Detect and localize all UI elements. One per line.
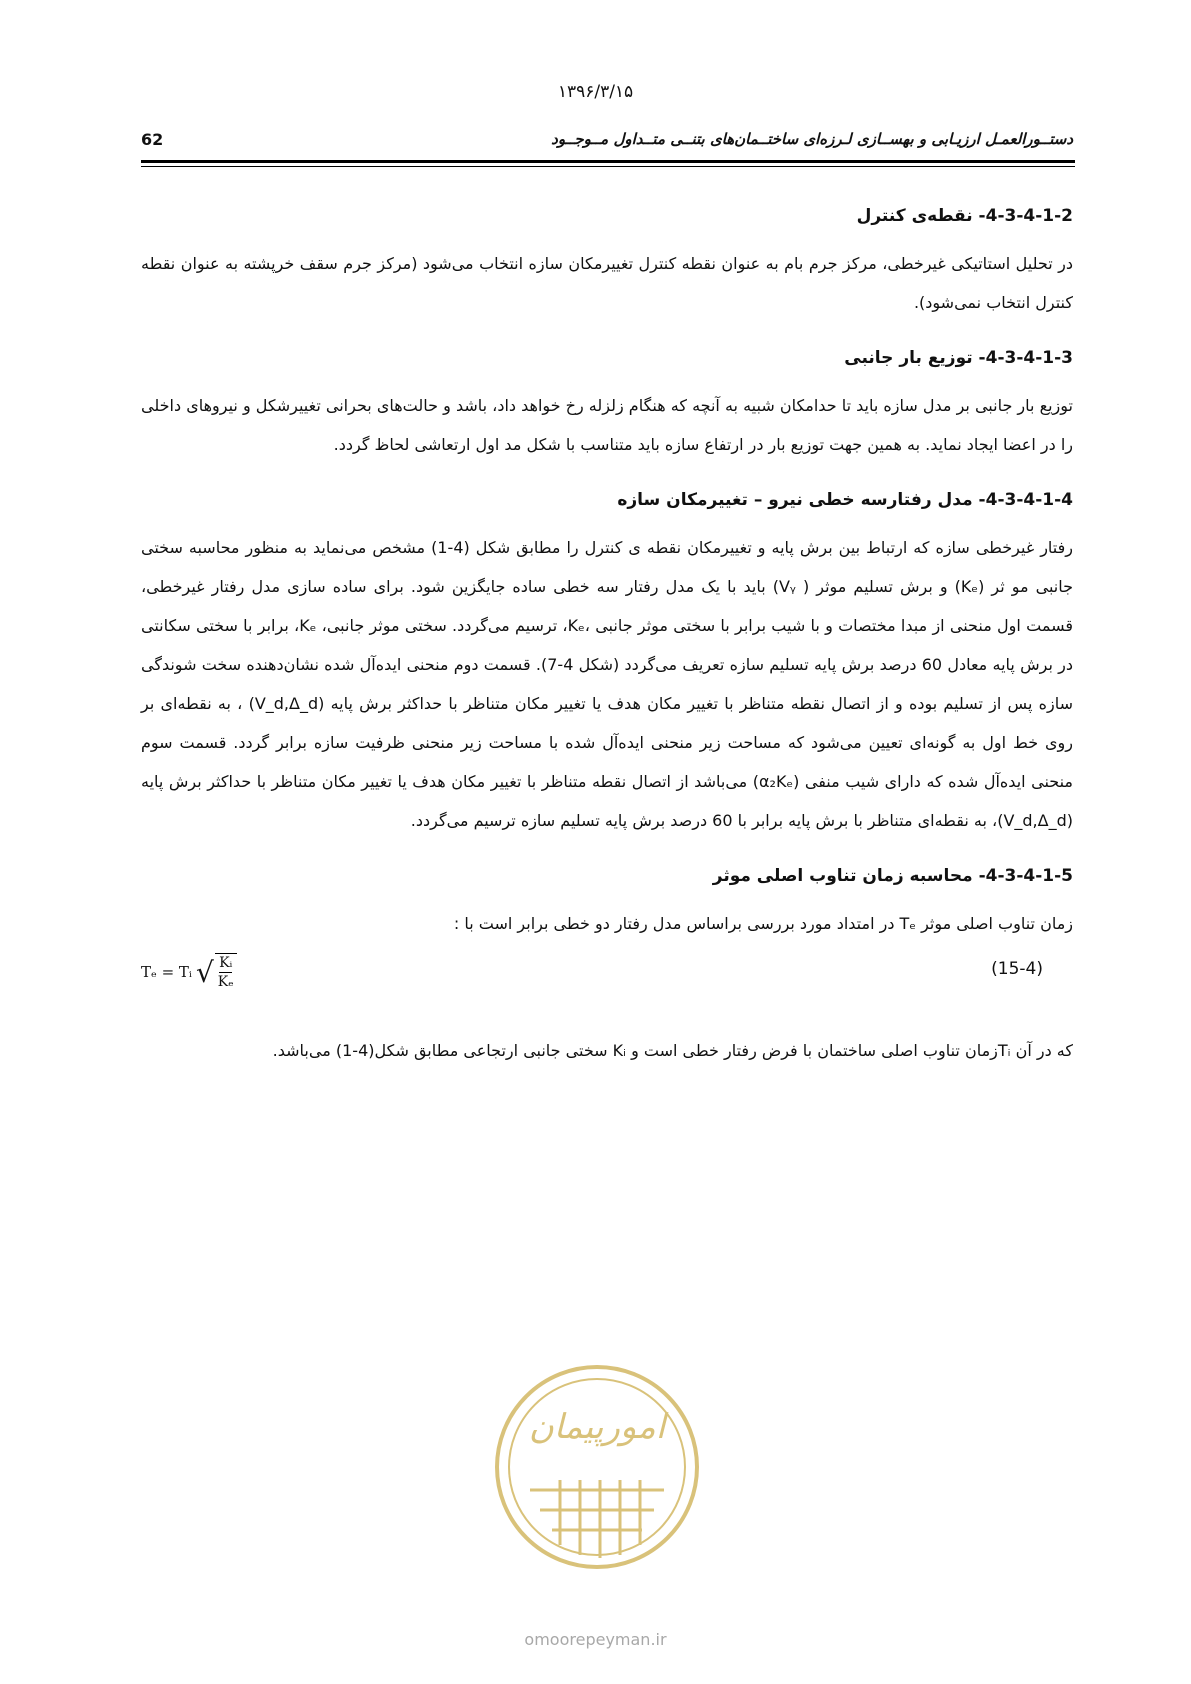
equation: [141, 953, 237, 991]
header-rule-thin: [141, 166, 1075, 167]
sqrt-icon: √: [195, 955, 214, 989]
section-heading: 4-3-4-1-4- مدل رفتارسه خطی نیرو – تغییرمکان سازه: [617, 490, 1073, 510]
page-number: 62: [141, 130, 164, 149]
date: ۱۳۹۶/۳/۱۵: [557, 82, 634, 102]
page-header: [141, 124, 1073, 154]
watermark-seal-icon: [490, 1360, 704, 1574]
equation-number: (15-4): [991, 959, 1043, 979]
page-content: [141, 206, 1073, 1096]
paragraph: زمان تناوب اصلی موثر Tₑ در امتداد مورد بررسی براساس مدل رفتار دو خطی برابر است با :: [453, 914, 1073, 933]
section-heading: 4-3-4-1-5- محاسبه زمان تناوب اصلی موثر: [712, 866, 1073, 886]
section-heading: 4-3-4-1-2- نقطه‌ی کنترل: [856, 206, 1073, 226]
paragraph: توزیع بار جانبی بر مدل سازه باید تا حدامکان شبیه به آنچه که هنگام زلزله رخ خواهد داد، باشد و حالت‌های بحرانی تغییرشکل و نیروهای داخلی را در اعضا ایجاد نماید. به همین جهت توزیع بار در ارتفاع سازه باید متناسب با شکل مد اول ارتعاشی لحاظ گردد.: [141, 396, 1073, 454]
equation-numerator: Kᵢ: [219, 955, 233, 971]
paragraph: در تحلیل استاتیکی غیرخطی، مرکز جرم بام به عنوان نقطه کنترل تغییرمکان سازه انتخاب می‌شود (مرکز جرم سقف خرپشته به عنوان نقطه کنترل انتخاب نمی‌شود).: [141, 254, 1073, 312]
equation-lhs: Tₑ = Tᵢ: [141, 963, 192, 981]
document-title: دستــورالعمـل ارزیـابی و بهســازی لـرزه‌ای ساختــمان‌های بتنــی متــداول مــوجــود: [551, 130, 1073, 148]
equation-denominator: Kₑ: [217, 974, 234, 990]
paragraph: رفتار غیرخطی سازه که ارتباط بین برش پایه و تغییرمکان نقطه ی کنترل را مطابق شکل (4-1) مشخص می‌نماید به منظور محاسبه سختی جانبی مو ثر (Kₑ) و برش تسلیم موثر ( Vᵧ) باید با یک مدل رفتار سه خطی ساده جایگزین شود. برای ساده سازی مدل رفتار غیرخطی، قسمت اول منحنی از مبدا مختصات و با شیب برابر با سختی موثر جانبی ،Kₑ، ترسیم می‌گردد. سختی موثر جانبی، Kₑ، برابر با سختی سکانتی در برش پایه معادل 60 درصد برش پایه تسلیم سازه تعریف می‌گردد (شکل 4-7). قسمت دوم منحنی ایده‌آل شده نشان‌دهنده سخت شوندگی سازه پس از تسلیم بوده و از اتصال نقطه متناظر با تغییر مکان هدف یا تغییر مکان متناظر با حداکثر برش پایه (V_d,Δ_d) ، به نقطه‌ای بر روی خط اول به گونه‌ای تعیین می‌شود که مساحت زیر منحنی ایده‌آل شده با مساحت زیر منحنی ظرفیت سازه برابر گردد. قسمت سوم منحنی ایده‌آل شده که دارای شیب منفی (α₂Kₑ) می‌باشد از اتصال نقطه متناظر با تغییر مکان هدف یا تغییر مکان متناظر با حداکثر برش پایه (V_d,Δ_d)، به نقطه‌ای متناظر با برش پایه برابر با 60 درصد برش پایه تسلیم سازه ترسیم می‌گردد.: [141, 538, 1074, 830]
watermark-seal-text: امورپیمان: [528, 1407, 666, 1447]
equation-fraction: [215, 953, 237, 991]
section-heading: 4-3-4-1-3- توزیع بار جانبی: [844, 348, 1073, 368]
equation-row: [141, 947, 1073, 1007]
paragraph: که در آن Tᵢزمان تناوب اصلی ساختمان با فرض رفتار خطی است و Kᵢ سختی جانبی ارتجاعی مطابق شکل(4-1) می‌باشد.: [272, 1041, 1073, 1060]
header-rule-thick: [141, 160, 1075, 163]
watermark-site: omoorepeyman.ir: [524, 1630, 667, 1649]
